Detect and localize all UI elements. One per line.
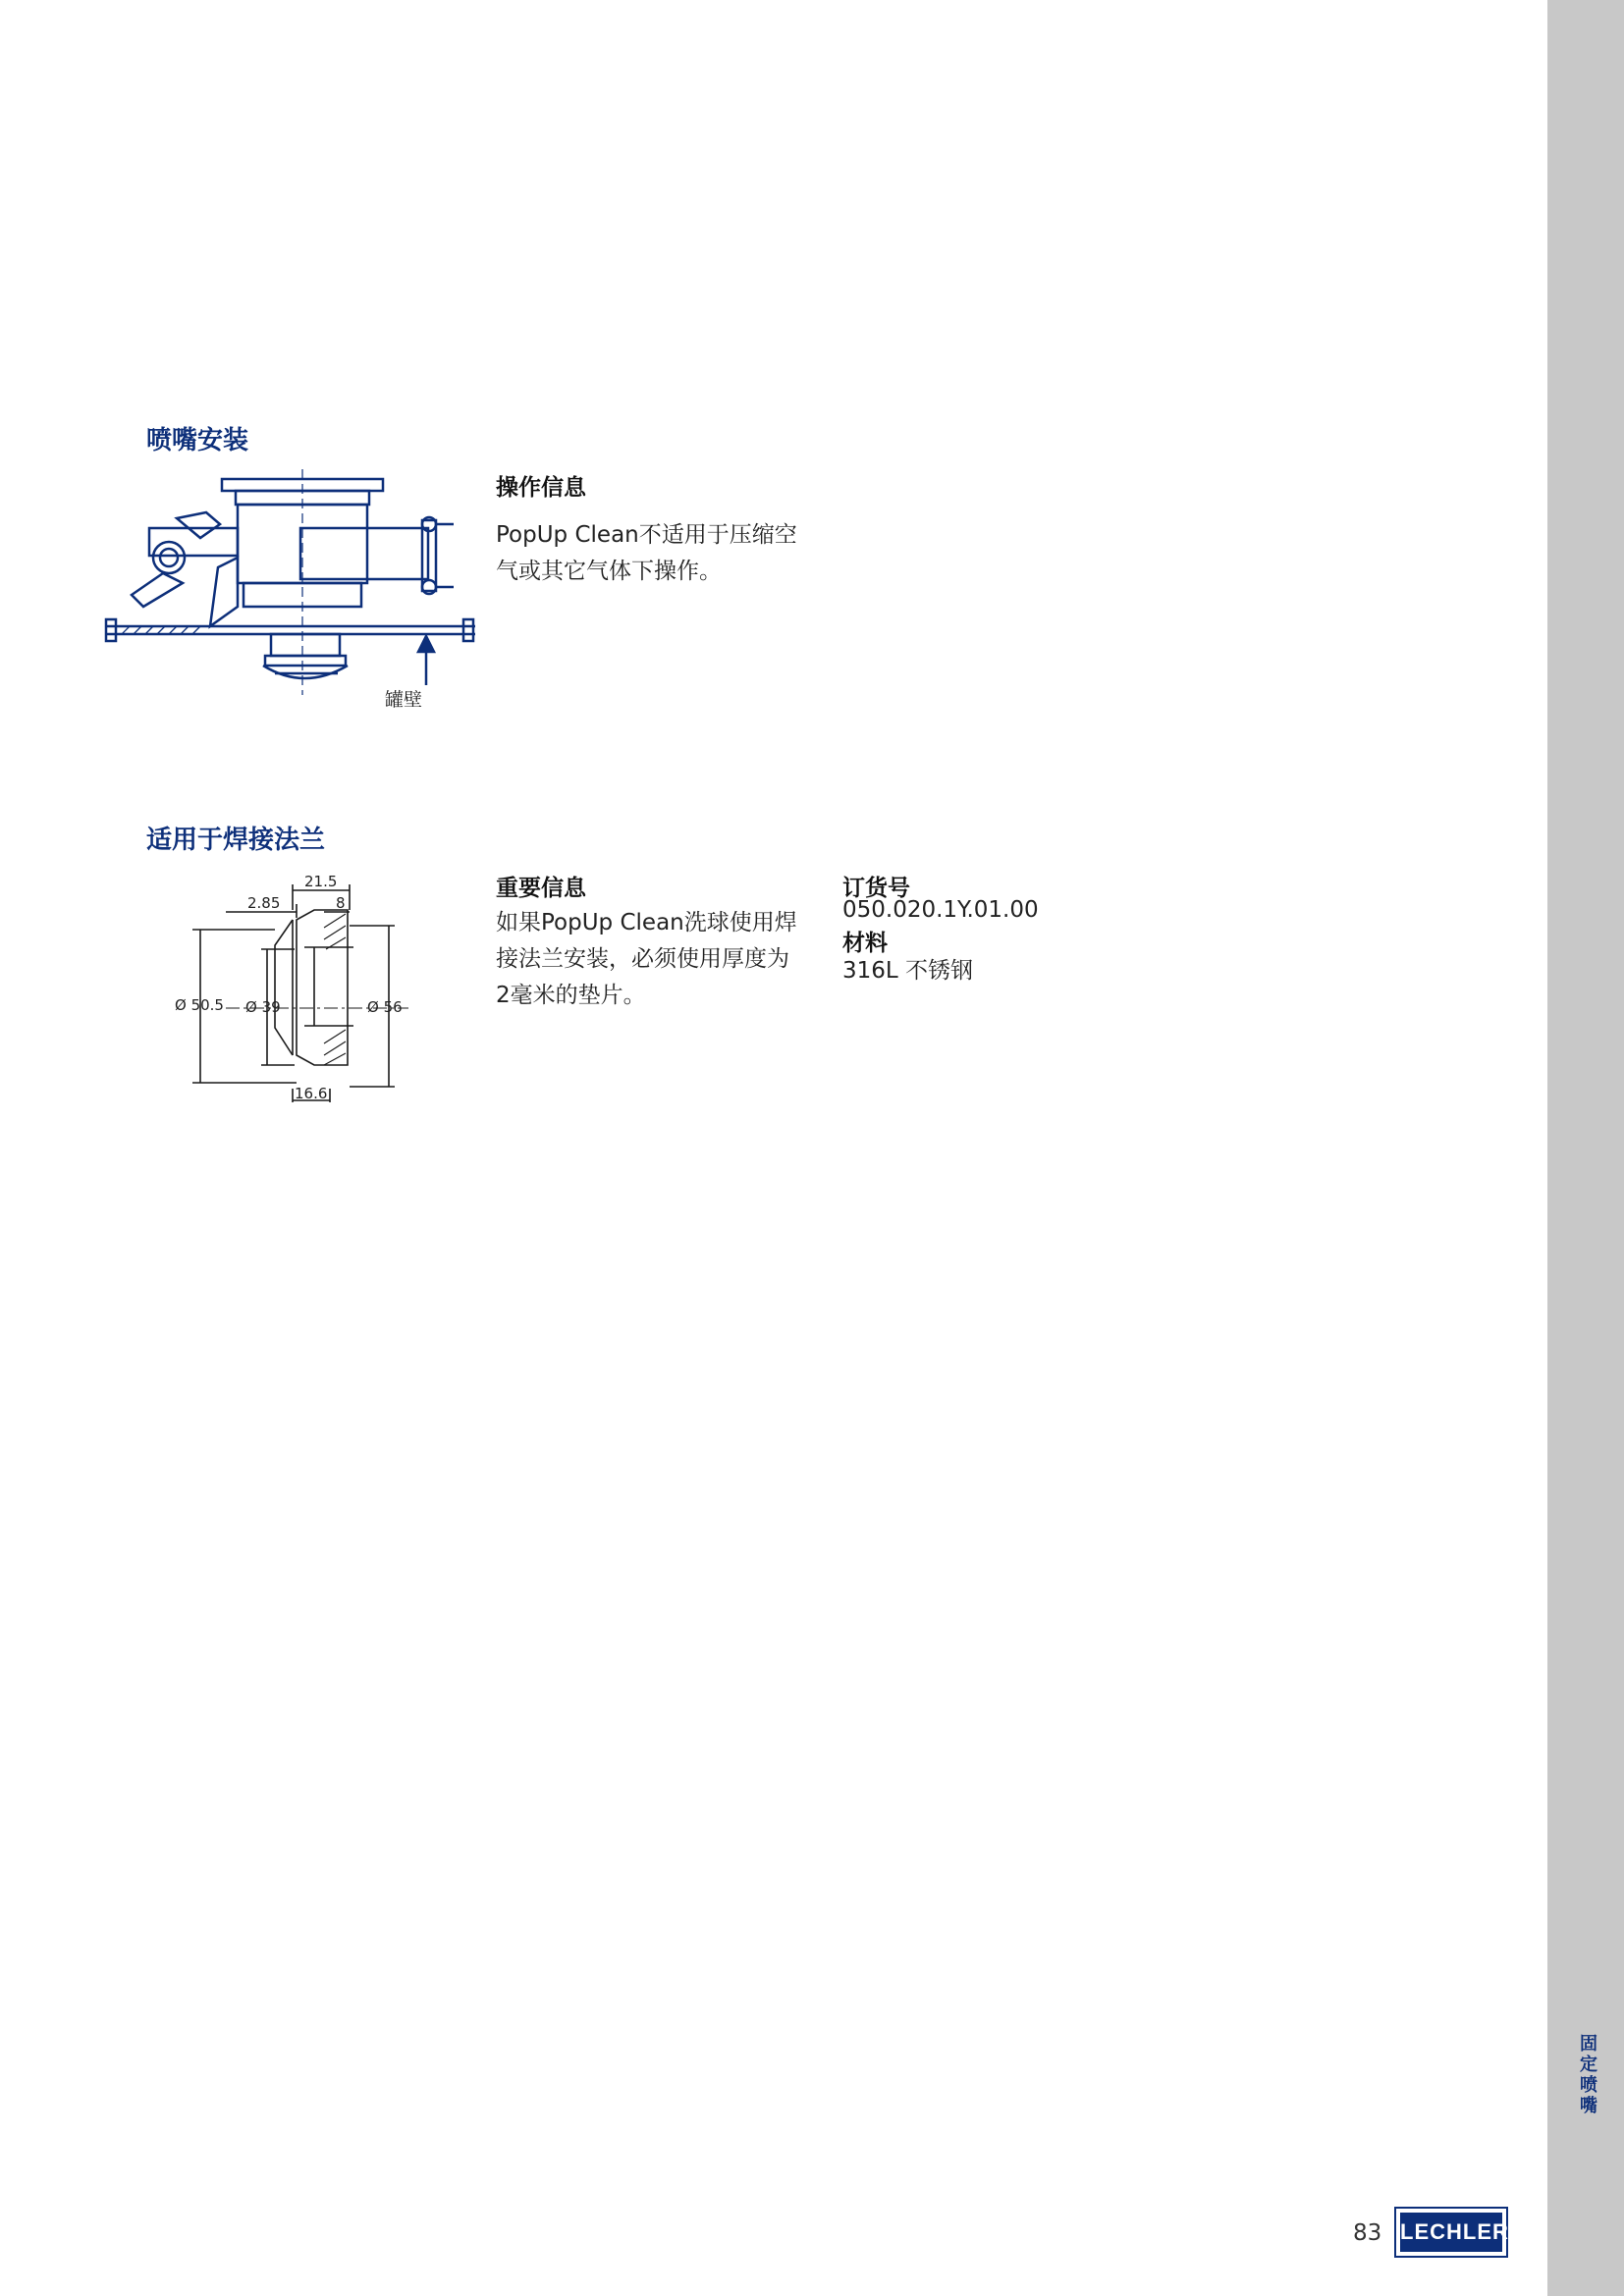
material-value: 316L 不锈钢 (842, 958, 974, 984)
dim-top: 21.5 (304, 873, 338, 890)
dim-right: 8 (336, 894, 346, 912)
order-number-heading: 订货号 (842, 876, 910, 901)
section-title-weld-flange: 适用于焊接法兰 (146, 826, 326, 855)
lechler-logo (1394, 2207, 1508, 2258)
page-number: 83 (1353, 2220, 1382, 2246)
dim-flange-diameter: Ø 56 (367, 998, 403, 1016)
important-info-line: 2毫米的垫片。 (496, 983, 646, 1008)
operation-info-text (496, 517, 820, 590)
dim-bottom: 16.6 (295, 1085, 328, 1102)
right-sidebar (1547, 0, 1624, 2296)
operation-info-line: PopUp Clean不适用于压缩空 (496, 522, 797, 548)
logo-text: LECHLER (1400, 2213, 1502, 2252)
sidebar-section-label: 固定喷嘴 (1580, 2034, 1597, 2116)
operation-info-line: 气或其它气体下操作。 (496, 559, 722, 584)
nozzle-installation-drawing (98, 469, 481, 724)
tank-wall-label: 罐壁 (385, 689, 423, 711)
dim-left: 2.85 (247, 894, 281, 912)
order-number-value: 050.020.1Y.01.00 (842, 897, 1039, 923)
important-info-heading: 重要信息 (496, 876, 586, 901)
important-info-line: 接法兰安装，必须使用厚度为 (496, 946, 789, 972)
dim-inner-diameter: Ø 39 (245, 998, 281, 1016)
section-title-installation: 喷嘴安装 (146, 426, 249, 455)
important-info-line: 如果PopUp Clean洗球使用焊 (496, 910, 797, 935)
important-info-text (496, 905, 820, 1014)
dim-outer-diameter: Ø 50.5 (175, 996, 224, 1014)
weld-flange-drawing (167, 869, 422, 1104)
operation-info-heading: 操作信息 (496, 475, 586, 501)
material-heading: 材料 (842, 931, 888, 956)
